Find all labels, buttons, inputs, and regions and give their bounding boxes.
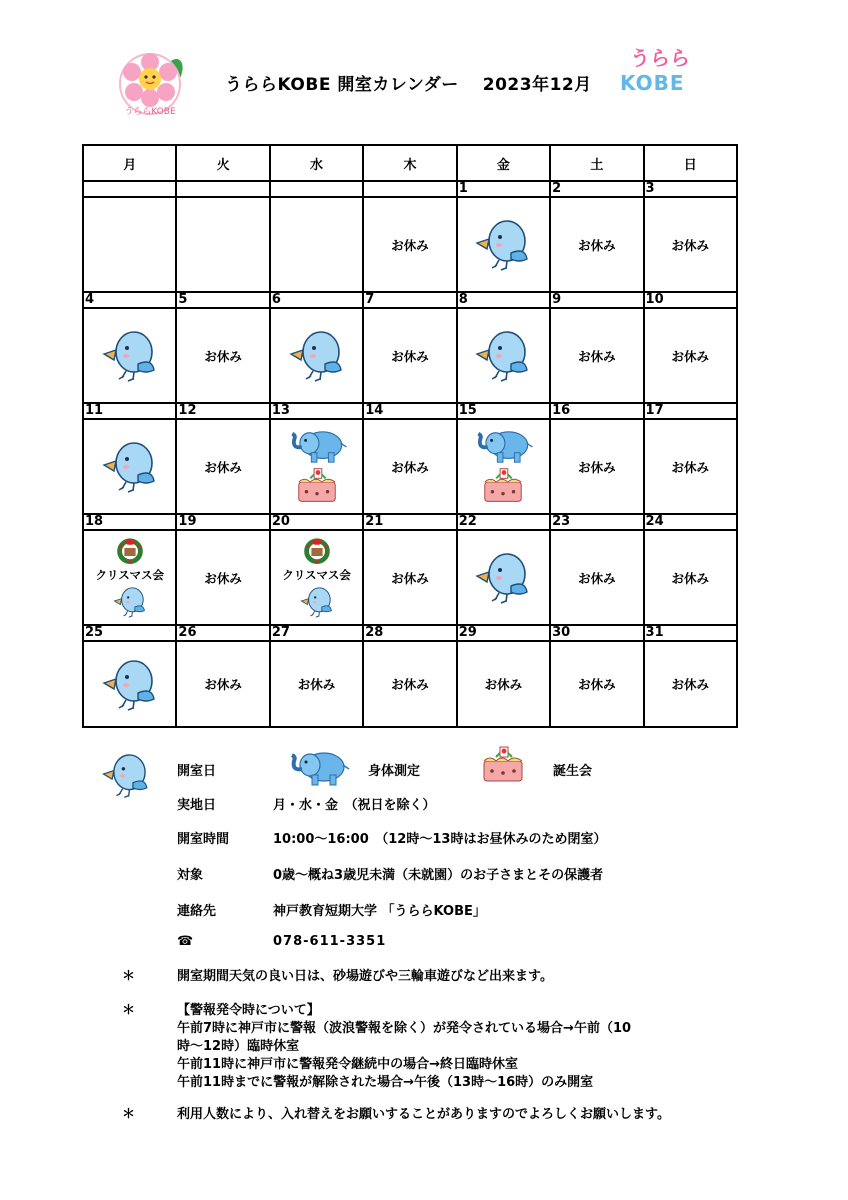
day-cell — [363, 197, 456, 292]
day-cell — [457, 308, 550, 403]
day-number: 17 — [644, 403, 737, 419]
page-title — [225, 70, 592, 95]
day-cell — [644, 308, 737, 403]
day-number: 13 — [270, 403, 363, 419]
day-number: 5 — [176, 292, 269, 308]
day-cell — [176, 419, 269, 514]
info-value-phone: 078-611-3351 — [273, 934, 387, 949]
weekday-header: 土 — [550, 145, 643, 181]
title-date: 2023年12月 — [482, 75, 592, 95]
christmas-wreath-icon — [110, 537, 150, 567]
day-number: 27 — [270, 625, 363, 641]
day-cell — [83, 197, 176, 292]
closed-label: お休み — [204, 570, 242, 586]
day-number: 11 — [83, 403, 176, 419]
day-cell — [270, 197, 363, 292]
day-cell — [644, 530, 737, 625]
day-cell — [176, 308, 269, 403]
note-bullet-1: ＊ — [122, 969, 136, 984]
day-cell — [457, 197, 550, 292]
logo-kobe-text: KOBE — [620, 71, 685, 95]
legend-elephant-icon — [286, 748, 350, 794]
measure-elephant-icon — [471, 428, 535, 466]
closed-label: お休み — [578, 237, 616, 253]
legend-birthday-label: 誕生会 — [553, 764, 593, 779]
christmas-label: クリスマス会 — [282, 567, 351, 582]
note-warning — [177, 1002, 757, 1092]
weekday-header: 月 — [83, 145, 176, 181]
closed-label: お休み — [391, 459, 429, 475]
day-number: 3 — [644, 181, 737, 197]
calendar-table — [82, 144, 738, 728]
day-number — [176, 181, 269, 197]
day-cell — [270, 641, 363, 727]
day-cell — [83, 530, 176, 625]
day-number: 26 — [176, 625, 269, 641]
svg-text:うららKOBE: うららKOBE — [124, 107, 176, 117]
day-number: 22 — [457, 514, 550, 530]
day-cell — [176, 641, 269, 727]
weekday-header: 日 — [644, 145, 737, 181]
weekday-header: 金 — [457, 145, 550, 181]
day-cell — [363, 530, 456, 625]
day-cell — [176, 197, 269, 292]
open-day-bird-icon — [112, 583, 148, 619]
day-cell — [457, 641, 550, 727]
day-cell — [270, 419, 363, 514]
day-number: 24 — [644, 514, 737, 530]
closed-label: お休み — [578, 459, 616, 475]
day-number: 14 — [363, 403, 456, 419]
day-number — [270, 181, 363, 197]
legend-measure-label: 身体測定 — [368, 764, 421, 779]
day-number: 8 — [457, 292, 550, 308]
note-warning-line: 午前11時に神戸市に警報発令継続中の場合→終日臨時休室 — [177, 1057, 518, 1072]
note-warning-line: 午前7時に神戸市に警報（波浪警報を除く）が発令されている場合→午前（10 — [177, 1021, 632, 1036]
note-warning-line: 午前11時までに警報が解除された場合→午後（13時～16時）のみ開室 — [177, 1075, 594, 1090]
birthday-cake-icon — [479, 466, 527, 506]
day-number: 9 — [550, 292, 643, 308]
open-day-bird-icon — [473, 324, 533, 384]
day-cell — [644, 419, 737, 514]
open-day-bird-icon — [473, 546, 533, 606]
birthday-cake-icon — [293, 466, 341, 506]
closed-label: お休み — [671, 459, 710, 475]
closed-label: お休み — [204, 677, 242, 692]
day-cell — [270, 308, 363, 403]
christmas-label: クリスマス会 — [95, 567, 164, 582]
closed-label: お休み — [391, 570, 429, 586]
day-cell — [270, 530, 363, 625]
note-playground: 開室期間天気の良い日は、砂場遊びや三輪車遊びなど出来ます。 — [177, 969, 553, 984]
title-main: うららKOBE 開室カレンダー — [225, 75, 459, 95]
day-cell — [363, 641, 456, 727]
day-cell — [550, 197, 643, 292]
day-number: 2 — [550, 181, 643, 197]
info-key-days: 実地日 — [177, 798, 217, 813]
day-number: 20 — [270, 514, 363, 530]
day-number: 21 — [363, 514, 456, 530]
closed-label: お休み — [671, 570, 710, 586]
day-number: 30 — [550, 625, 643, 641]
closed-label: お休み — [204, 459, 242, 475]
day-cell — [83, 641, 176, 727]
measure-elephant-icon — [285, 428, 349, 466]
note-capacity: 利用人数により、入れ替えをお願いすることがありますのでよろしくお願いします。 — [177, 1107, 670, 1122]
day-number: 29 — [457, 625, 550, 641]
closed-label: お休み — [484, 677, 523, 692]
closed-label: お休み — [391, 237, 429, 253]
day-cell — [363, 419, 456, 514]
day-cell — [550, 419, 643, 514]
day-number: 4 — [83, 292, 176, 308]
closed-label: お休み — [578, 348, 616, 364]
day-number: 6 — [270, 292, 363, 308]
day-cell — [363, 308, 456, 403]
open-day-bird-icon — [100, 324, 160, 384]
day-cell — [550, 308, 643, 403]
legend-open-icon — [100, 748, 152, 804]
closed-label: お休み — [391, 677, 429, 692]
weekday-header: 水 — [270, 145, 363, 181]
info-value-contact: 神戸教育短期大学 「うららKOBE」 — [273, 904, 486, 919]
day-cell — [83, 419, 176, 514]
note-warning-line: 【警報発令時について】 — [177, 1003, 320, 1018]
closed-label: お休み — [671, 237, 710, 253]
urara-kobe-text-logo — [620, 42, 692, 104]
open-day-bird-icon — [473, 213, 533, 273]
note-bullet-3: ＊ — [122, 1107, 136, 1122]
day-cell — [550, 641, 643, 727]
day-number: 7 — [363, 292, 456, 308]
info-value-hours: 10:00～16:00 （12時～13時はお昼休みのため閉室） — [273, 832, 607, 847]
day-number: 23 — [550, 514, 643, 530]
closed-label: お休み — [671, 348, 710, 364]
open-day-bird-icon — [299, 583, 335, 619]
christmas-wreath-icon — [297, 537, 337, 567]
day-number: 12 — [176, 403, 269, 419]
legend-cake-icon — [478, 744, 528, 790]
day-number: 15 — [457, 403, 550, 419]
day-number: 10 — [644, 292, 737, 308]
day-number — [83, 181, 176, 197]
day-number: 19 — [176, 514, 269, 530]
day-number: 1 — [457, 181, 550, 197]
day-cell — [176, 530, 269, 625]
info-key-hours: 開室時間 — [177, 832, 230, 847]
day-number: 28 — [363, 625, 456, 641]
weekday-header: 火 — [176, 145, 269, 181]
closed-label: お休み — [671, 677, 710, 692]
weekday-header: 木 — [363, 145, 456, 181]
note-warning-line: 時～12時）臨時休室 — [177, 1039, 300, 1054]
day-number: 25 — [83, 625, 176, 641]
note-bullet-2: ＊ — [122, 1003, 136, 1018]
open-day-bird-icon — [287, 324, 347, 384]
info-value-target: 0歳～概ね3歳児未満（未就園）のお子さまとその保護者 — [273, 868, 604, 883]
closed-label: お休み — [297, 677, 336, 692]
closed-label: お休み — [578, 570, 616, 586]
day-number: 18 — [83, 514, 176, 530]
day-cell — [457, 419, 550, 514]
day-number: 31 — [644, 625, 737, 641]
legend-open-label: 開室日 — [177, 764, 217, 779]
day-cell — [644, 197, 737, 292]
day-number: 16 — [550, 403, 643, 419]
day-cell — [550, 530, 643, 625]
open-day-bird-icon — [100, 435, 160, 495]
day-cell — [83, 308, 176, 403]
open-day-bird-icon — [100, 653, 160, 713]
logo-urara-text: うらら — [630, 46, 690, 70]
day-cell — [644, 641, 737, 727]
day-number — [363, 181, 456, 197]
info-value-days: 月・水・金 （祝日を除く） — [273, 798, 436, 813]
info-key-target: 対象 — [177, 868, 204, 883]
day-cell — [457, 530, 550, 625]
urara-kobe-flower-logo — [114, 48, 186, 120]
closed-label: お休み — [204, 348, 242, 364]
closed-label: お休み — [578, 677, 616, 692]
info-key-contact: 連絡先 — [177, 904, 217, 919]
closed-label: お休み — [391, 348, 429, 364]
phone-icon: ☎ — [177, 934, 194, 949]
